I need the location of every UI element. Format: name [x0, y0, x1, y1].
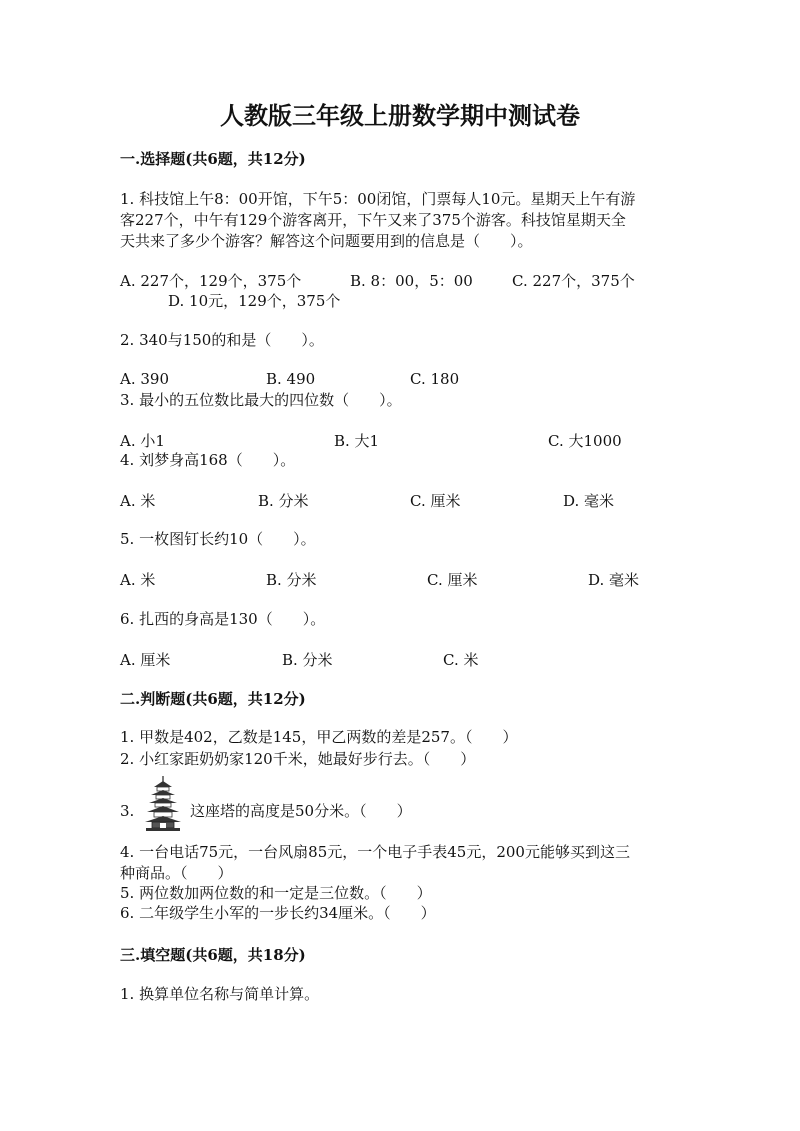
section-heading-judgement: 二.判断题(共6题，共12分)	[120, 690, 306, 708]
option-a: A. 米	[120, 571, 156, 589]
question-text: 2. 340与150的和是（ ）。	[120, 331, 324, 349]
question-text: 4. 刘梦身高168（ ）。	[120, 451, 296, 469]
statement-text: 种商品。（ ）	[120, 864, 233, 882]
question-text: 3. 最小的五位数比最大的四位数（ ）。	[120, 391, 402, 409]
question-text: 5. 一枚图钉长约10（ ）。	[120, 530, 316, 548]
option-c: C. 180	[410, 370, 460, 388]
question-text: 1. 换算单位名称与简单计算。	[120, 985, 320, 1003]
option-c: C. 米	[443, 651, 479, 669]
option-c: C. 厘米	[427, 571, 478, 589]
option-b: B. 490	[266, 370, 316, 388]
option-b: B. 分米	[282, 651, 333, 669]
statement-text: 2. 小红家距奶奶家120千米，她最好步行去。（ ）	[120, 750, 476, 768]
question-text: 天共来了多少个游客？解答这个问题要用到的信息是（ ）。	[120, 232, 533, 250]
option-c: C. 厘米	[410, 492, 461, 510]
option-a: A. 227个，129个，375个	[120, 272, 302, 290]
statement-text: 6. 二年级学生小军的一步长约34厘米。（ ）	[120, 904, 436, 922]
option-a: A. 小1	[120, 432, 165, 450]
option-c: C. 227个，375个	[512, 272, 635, 290]
statement-text: 5. 两位数加两位数的和一定是三位数。（ ）	[120, 884, 432, 902]
statement-text: 1. 甲数是402，乙数是145，甲乙两数的差是257。（ ）	[120, 728, 518, 746]
question-text: 1. 科技馆上午8：00开馆，下午5：00闭馆，门票每人10元。星期天上午有游	[120, 190, 636, 208]
pagoda-image	[142, 776, 184, 832]
option-a: A. 厘米	[120, 651, 171, 669]
option-d: D. 10元，129个，375个	[168, 292, 341, 310]
option-d: D. 毫米	[563, 492, 615, 510]
statement-text: 这座塔的高度是50分米。（ ）	[190, 802, 412, 820]
statement-text: 4. 一台电话75元，一台风扇85元，一个电子手表45元，200元能够买到这三	[120, 843, 630, 861]
question-text: 6. 扎西的身高是130（ ）。	[120, 610, 326, 628]
section-heading-choice: 一.选择题(共6题，共12分)	[120, 150, 306, 168]
option-b: B. 分米	[258, 492, 309, 510]
option-a: A. 390	[120, 370, 169, 388]
option-b: B. 8：00，5：00	[350, 272, 473, 290]
option-a: A. 米	[120, 492, 156, 510]
option-d: D. 毫米	[588, 571, 640, 589]
section-heading-fill-blank: 三.填空题(共6题，共18分)	[120, 946, 306, 964]
page-title: 人教版三年级上册数学期中测试卷	[220, 101, 580, 130]
option-c: C. 大1000	[548, 432, 622, 450]
statement-number: 3.	[120, 802, 135, 820]
option-b: B. 分米	[266, 571, 317, 589]
option-b: B. 大1	[334, 432, 380, 450]
question-text: 客227个，中午有129个游客离开，下午又来了375个游客。科技馆星期天全	[120, 211, 626, 229]
